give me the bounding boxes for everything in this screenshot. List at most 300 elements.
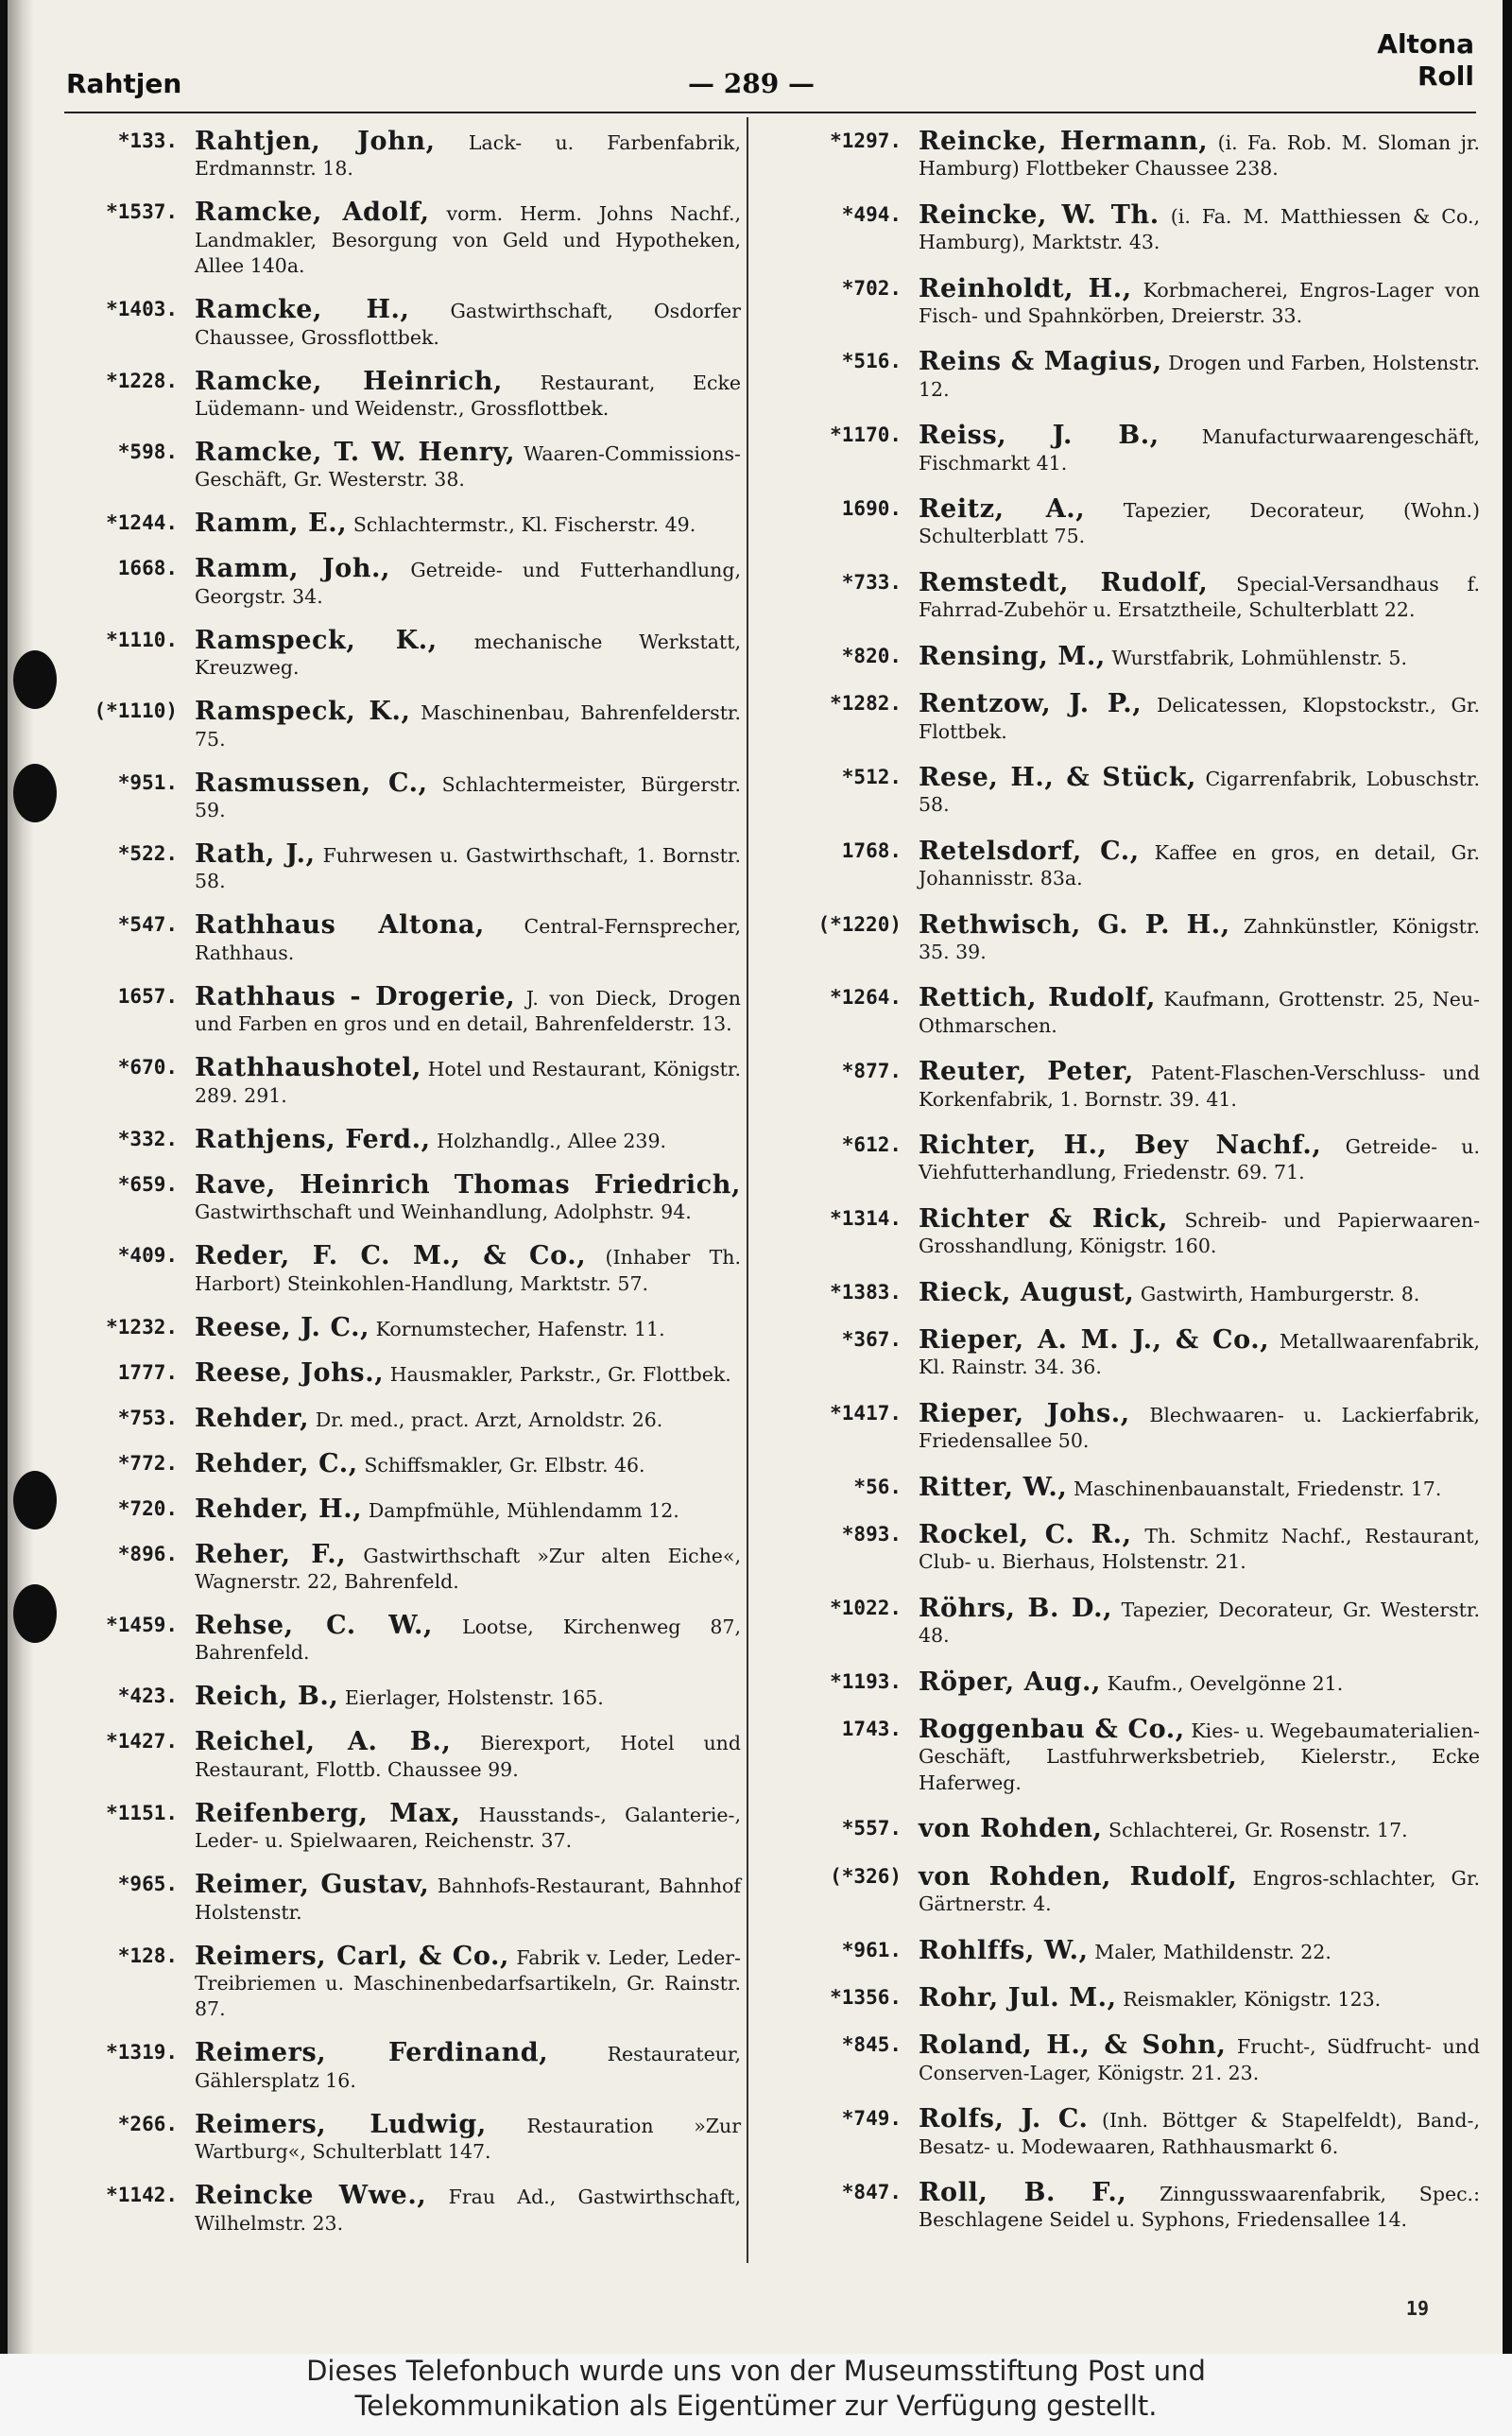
phone-number: *494. (841, 202, 902, 226)
phone-number: *702. (841, 276, 902, 300)
phone-number: *409. (117, 1244, 178, 1268)
entry-text (919, 567, 1480, 624)
phone-number: *1537. (106, 200, 178, 224)
subscriber-description: Schlachterei, Gr. Rosenstr. 17. (1108, 1819, 1408, 1842)
directory-entry (53, 1357, 741, 1388)
phone-number: *753. (117, 1406, 178, 1429)
phone-number: 1657. (117, 984, 178, 1008)
subscriber-name: Reher, F., (195, 1539, 347, 1569)
directory-entry (53, 2109, 741, 2166)
directory-entry (53, 1496, 741, 1524)
directory-entry (53, 699, 741, 752)
directory-entry (53, 1448, 741, 1478)
phone-number: *893. (841, 1523, 902, 1546)
directory-entry (53, 1872, 741, 1926)
directory-entry (53, 1610, 741, 1667)
subscriber-description: Th. Schmitz Nachf., Restaurant, Club- u. Bierhaus, Holstenstr. 21. (919, 1525, 1480, 1574)
entry-text (919, 349, 1480, 403)
entry-text (195, 366, 741, 423)
directory-entry (53, 1539, 741, 1596)
subscriber-name: von Rohden, Rudolf, (919, 1861, 1238, 1892)
phone-number: *1244. (106, 511, 178, 535)
phone-number: *1403. (106, 298, 178, 321)
entry-text (195, 1941, 741, 2023)
subscriber-name: Reuter, Peter, (919, 1057, 1134, 1087)
directory-entry (53, 1684, 741, 1711)
directory-entry (53, 981, 741, 1038)
subscriber-description: vorm. Herm. Johns Nachf., Landmakler, Besorgung von Geld und Hypotheken, Allee 140a. (195, 202, 741, 278)
subscriber-description: (i. Fa. Rob. M. Sloman jr. Hamburg) Flottbeker Chaussee 238. (919, 131, 1480, 181)
directory-entry (777, 2032, 1480, 2086)
phone-number: *1022. (830, 1596, 902, 1619)
phone-number: *133. (117, 130, 178, 152)
subscriber-description: Gastwirth, Hamburgerstr. 8. (1140, 1282, 1420, 1305)
phone-number: *612. (841, 1132, 902, 1156)
phone-number: *965. (117, 1873, 178, 1896)
subscriber-description: Hotel und Restaurant, Königstr. 289. 291. (195, 1058, 741, 1107)
subscriber-description: Kaufmann, Grottenstr. 25, Neu-Othmarschen. (919, 988, 1480, 1037)
entry-text (195, 1055, 741, 1109)
subscriber-description: (Inh. Böttger & Stapelfeldt), Band-, Besatz- u. Modewaaren, Rathhausmarkt 6. (919, 2109, 1480, 2158)
phone-number: *951. (117, 770, 178, 794)
directory-entry (777, 1522, 1480, 1576)
subscriber-name: Rehder, C., (195, 1448, 358, 1478)
directory-entry (53, 1941, 741, 2023)
subscriber-description: Gastwirthschaft, Osdorfer Chaussee, Grossflottbek. (195, 300, 741, 349)
subscriber-name: Ramcke, H., (195, 295, 410, 325)
directory-entry (777, 838, 1480, 892)
entry-text (195, 1539, 741, 1596)
subscriber-name: Röhrs, B. D., (919, 1593, 1113, 1623)
directory-entry (53, 297, 741, 351)
subscriber-description: Frucht-, Südfrucht- und Conserven-Lager, Königstr. 21. 23. (919, 2035, 1480, 2084)
entry-text (919, 1398, 1480, 1455)
entry-text (919, 1717, 1480, 1796)
subscriber-name: Reifenberg, Max, (195, 1798, 461, 1828)
phone-number: *56. (853, 1475, 902, 1498)
directory-entry (53, 912, 741, 966)
directory-entry (53, 510, 741, 538)
subscriber-name: Ritter, W., (919, 1472, 1068, 1502)
subscriber-description: (Inhaber Th. Harbort) Steinkohlen-Handlung, Marktstr. 57. (195, 1246, 742, 1295)
subscriber-description: Schlachtermeister, Bürgerstr. 59. (195, 772, 741, 822)
subscriber-name: Rathhaus - Drogerie, (195, 981, 516, 1011)
phone-number: 1768. (841, 838, 902, 862)
entry-text (919, 1935, 1480, 1965)
phone-number: *772. (117, 1451, 178, 1475)
entry-text (195, 129, 741, 182)
directory-entry (777, 1669, 1480, 1697)
phone-number: *367. (841, 1328, 902, 1351)
subscriber-description: Dampfmühle, Mühlendamm 12. (368, 1498, 679, 1522)
directory-entry (53, 2183, 741, 2237)
subscriber-name: Rahtjen, John, (195, 127, 436, 156)
phone-number: (*1110) (94, 700, 178, 723)
directory-entry (777, 1593, 1480, 1650)
subscriber-name: Roll, B. F., (919, 2177, 1127, 2207)
right-column (777, 129, 1480, 2254)
directory-entry (53, 366, 741, 423)
directory-entry (777, 423, 1480, 476)
subscriber-name: Reincke, Hermann, (919, 127, 1209, 156)
phone-number: *820. (841, 644, 902, 667)
subscriber-description: mechanische Werkstatt, Kreuzweg. (195, 630, 741, 680)
subscriber-description: Dr. med., pract. Arzt, Arnoldstr. 26. (315, 1408, 663, 1431)
entry-text (195, 625, 741, 682)
entry-text (195, 1798, 741, 1855)
phone-number: *1151. (106, 1801, 178, 1824)
directory-entry (777, 2177, 1480, 2234)
subscriber-name: Reimers, Ferdinand, (195, 2038, 549, 2068)
phone-number: *733. (841, 570, 902, 594)
directory-entry (777, 2106, 1480, 2160)
subscriber-name: Reitz, A., (919, 494, 1086, 525)
subscriber-name: Richter & Rick, (919, 1203, 1168, 1234)
subscriber-name: Rehse, C. W., (195, 1610, 434, 1640)
entry-text (919, 1277, 1480, 1307)
subscriber-description: Holzhandlg., Allee 239. (437, 1129, 667, 1152)
binding-hole (13, 650, 57, 709)
subscriber-description: Bierexport, Hotel und Restaurant, Flottb. Chaussee 99. (195, 1732, 741, 1781)
subscriber-description: Engros-schlachter, Gr. Gärtnerstr. 4. (919, 1866, 1481, 1916)
entry-text (195, 981, 741, 1038)
subscriber-description: Maschinenbauanstalt, Friedenstr. 17. (1073, 1477, 1442, 1500)
directory-entry (777, 1861, 1481, 1918)
footer-line-1: Dieses Telefonbuch wurde uns von der Museumsstiftung Post und (306, 2355, 1206, 2387)
subscriber-name: Reincke Wwe., (195, 2181, 427, 2211)
subscriber-description: Tapezier, Decorateur, Gr. Westerstr. 48. (919, 1598, 1480, 1648)
phone-number: *1142. (106, 2184, 178, 2207)
subscriber-name: Reichel, A. B., (195, 1727, 452, 1757)
entry-text (195, 1872, 741, 1926)
entry-text (919, 199, 1480, 256)
subscriber-name: Ramcke, Heinrich, (195, 366, 504, 396)
phone-number: *845. (841, 2033, 902, 2057)
subscriber-name: Rehder, H., (195, 1494, 363, 1524)
directory-entry (53, 1243, 741, 1297)
binding-hole (13, 764, 57, 822)
entry-text (195, 2183, 741, 2237)
phone-number: *1427. (106, 1730, 178, 1754)
entry-text (919, 273, 1480, 330)
subscriber-description: Schreib- und Papierwaaren-Grosshandlung, Königstr. 160. (919, 1208, 1480, 1258)
subscriber-description: Delicatessen, Klopstockstr., Gr. Flottbek. (919, 694, 1480, 743)
phone-number: *128. (117, 1944, 178, 1967)
phone-number: *1110. (106, 628, 178, 651)
directory-entry (53, 440, 741, 493)
phone-number: *1319. (106, 2041, 178, 2065)
subscriber-description: Lootse, Kirchenweg 87, Bahrenfeld. (195, 1615, 741, 1665)
directory-entry (53, 770, 741, 824)
entry-text (195, 912, 741, 966)
subscriber-name: Rethwisch, G. P. H., (919, 909, 1230, 940)
binding-hole (13, 1584, 57, 1643)
subscriber-name: Reincke, W. Th. (919, 199, 1160, 230)
subscriber-description: Hausstands-, Galanterie-, Leder- u. Spielwaaren, Reichenstr. 37. (195, 1803, 741, 1853)
phone-number: *1383. (830, 1280, 902, 1304)
footer-notice (0, 2354, 1512, 2436)
directory-entry (777, 1472, 1480, 1502)
phone-number: *522. (117, 842, 178, 866)
subscriber-description: J. von Dieck, Drogen und Farben en gros und en detail, Bahrenfelderstr. 13. (195, 986, 741, 1036)
directory-entry (777, 1935, 1480, 1965)
directory-entry (53, 129, 741, 182)
subscriber-name: Rieper, Johs., (919, 1398, 1130, 1428)
header-page-number: — 289 — (688, 68, 815, 99)
entry-text (919, 641, 1480, 671)
directory-entry (53, 1403, 741, 1433)
entry-text (195, 1357, 741, 1388)
phone-number: *1264. (830, 986, 902, 1010)
subscriber-description: Kornumstecher, Hafenstr. 11. (375, 1317, 665, 1340)
directory-entry (777, 273, 1480, 330)
phone-number: *1170. (830, 423, 902, 447)
directory-entry (777, 985, 1480, 1039)
page-footer-number: 19 (1405, 2297, 1429, 2320)
directory-entry (53, 1169, 741, 1226)
directory-entry (53, 1798, 741, 1855)
entry-text (919, 1132, 1480, 1186)
phone-number: *1232. (106, 1315, 178, 1339)
subscriber-name: Reimer, Gustav, (195, 1870, 430, 1900)
directory-entry (777, 1327, 1480, 1381)
subscriber-description: Restaurateur, Gählersplatz 16. (195, 2043, 741, 2092)
entry-text (919, 1203, 1480, 1260)
subscriber-name: Roland, H., & Sohn, (919, 2030, 1227, 2061)
directory-entry (777, 909, 1480, 966)
subscriber-description: Reismakler, Königstr. 123. (1123, 1987, 1382, 2011)
phone-number: (*326) (830, 1864, 902, 1888)
phone-number: *512. (841, 765, 902, 788)
subscriber-name: Rentzow, J. P., (919, 689, 1143, 719)
subscriber-description: Wurstfabrik, Lohmühlenstr. 5. (1111, 646, 1407, 669)
entry-text (195, 199, 741, 279)
entry-text (195, 1729, 741, 1783)
subscriber-description: Schiffsmakler, Gr. Elbstr. 46. (364, 1453, 645, 1477)
subscriber-description: Fuhrwesen u. Gastwirthschaft, 1. Bornstr. 58. (195, 844, 741, 893)
subscriber-description: Bahnhofs-Restaurant, Bahnhof Holstenstr. (195, 1875, 741, 1924)
subscriber-description: Cigarrenfabrik, Lobuschstr. 58. (919, 767, 1480, 817)
subscriber-description: Drogen und Farben, Holstenstr. 12. (919, 352, 1480, 401)
directory-entry (777, 567, 1480, 624)
entry-text (195, 770, 741, 824)
subscriber-name: Remstedt, Rudolf, (919, 567, 1209, 597)
subscriber-description: Gastwirthschaft und Weinhandlung, Adolphstr. 94. (195, 1201, 692, 1224)
subscriber-name: Rathhaus Altona, (195, 910, 485, 941)
subscriber-description: Special-Versandhaus f. Fahrrad-Zubehör u. Ersatztheile, Schulterblatt 22. (919, 572, 1480, 622)
phone-number: *1282. (830, 692, 902, 716)
subscriber-description: Zinngusswaarenfabrik, Spec.: Beschlagene Seidel u. Syphons, Friedensallee 14. (919, 2182, 1480, 2232)
phone-number: *847. (841, 2180, 902, 2203)
subscriber-name: Rathhaushotel, (195, 1053, 421, 1083)
phone-number: *557. (841, 1817, 902, 1840)
subscriber-description: Hausmakler, Parkstr., Gr. Flottbek. (389, 1362, 731, 1386)
subscriber-description: Fabrik v. Leder, Leder-Treibriemen u. Maschinenbedarfsartikeln, Gr. Rainstr. 87. (195, 1945, 741, 2021)
header-right-keyword: Roll (1418, 60, 1474, 93)
phone-number: *598. (117, 441, 178, 464)
subscriber-name: Reins & Magius, (919, 347, 1162, 377)
phone-number: *1193. (830, 1669, 902, 1693)
subscriber-name: Richter, H., Bey Nachf., (919, 1130, 1322, 1160)
entry-text (195, 841, 741, 895)
entry-text (919, 1327, 1480, 1381)
phone-number: (*1220) (817, 912, 902, 936)
phone-number: *670. (117, 1056, 178, 1080)
subscriber-name: Rathjens, Ferd., (195, 1124, 431, 1154)
directory-entry (53, 2040, 741, 2094)
subscriber-name: Reich, B., (195, 1682, 339, 1712)
subscriber-description: Frau Ad., Gastwirthschaft, Wilhelmstr. 23. (195, 2185, 741, 2235)
entry-text (195, 2109, 741, 2166)
subscriber-description: Tapezier, Decorateur, (Wohn.) Schulterblatt 75. (919, 499, 1480, 548)
directory-page (8, 0, 1503, 2354)
phone-number: *547. (117, 913, 178, 937)
entry-text (919, 909, 1480, 966)
phone-number: *1356. (830, 1985, 902, 2009)
phone-number: *877. (841, 1060, 902, 1083)
directory-entry (777, 1398, 1480, 1455)
directory-entry (777, 641, 1480, 671)
subscriber-description: (i. Fa. M. Matthiessen & Co., Hamburg), Marktstr. 43. (919, 204, 1480, 254)
subscriber-name: Reimers, Carl, & Co., (195, 1941, 509, 1971)
subscriber-name: Ramm, Joh., (195, 554, 391, 584)
entry-text (919, 1522, 1480, 1576)
entry-text (195, 440, 741, 493)
phone-number: *1417. (830, 1401, 902, 1425)
subscriber-description: Korbmacherei, Engros-Lager von Fisch- und Spahnkörben, Dreierstr. 33. (919, 278, 1480, 328)
footer-line-2: Telekommunikation als Eigentümer zur Verfügung gestellt. (354, 2390, 1158, 2422)
subscriber-name: Ramspeck, K., (195, 625, 438, 655)
subscriber-description: Kies- u. Wegebaumaterialien-Geschäft, Lastfuhrwerksbetrieb, Kielerstr., Ecke Haferweg. (919, 1719, 1480, 1794)
subscriber-description: Metallwaarenfabrik, Kl. Rainstr. 34. 36. (919, 1330, 1480, 1379)
directory-entry (777, 1059, 1480, 1113)
subscriber-name: Ramm, E., (195, 509, 348, 539)
phone-number: *961. (841, 1938, 902, 1961)
subscriber-name: Ramcke, Adolf, (195, 198, 430, 228)
directory-entry (777, 349, 1480, 403)
subscriber-name: Roggenbau & Co., (919, 1715, 1185, 1745)
subscriber-name: Reder, F. C. M., & Co., (195, 1241, 587, 1271)
directory-entry (777, 1132, 1480, 1186)
subscriber-description: Maler, Mathildenstr. 22. (1094, 1940, 1332, 1963)
subscriber-name: Rieck, August, (919, 1277, 1135, 1307)
subscriber-description: Restauration »Zur Wartburg«, Schulterblatt 147. (195, 2114, 741, 2164)
phone-number: *896. (117, 1542, 178, 1565)
subscriber-description: Lack- u. Farbenfabrik, Erdmannstr. 18. (195, 131, 741, 181)
left-column (53, 129, 741, 2255)
entry-text (195, 1610, 741, 1667)
entry-text (195, 1243, 741, 1297)
directory-entry (53, 199, 741, 279)
phone-number: *1459. (106, 1613, 178, 1636)
directory-entry (777, 1717, 1480, 1796)
subscriber-description: Waaren-Commissions-Geschäft, Gr. Westerstr. 38. (195, 442, 741, 492)
directory-entry (777, 1203, 1480, 1260)
directory-entry (53, 1729, 741, 1783)
subscriber-name: Rese, H., & Stück, (919, 762, 1197, 792)
subscriber-name: Retelsdorf, C., (919, 836, 1140, 866)
entry-text (195, 1312, 741, 1342)
header-right-city: Altona (1377, 28, 1474, 60)
phone-number: *266. (117, 2112, 178, 2135)
entry-text (195, 2040, 741, 2094)
directory-entry (777, 1982, 1480, 2013)
subscriber-description: Manufacturwaarengeschäft, Fischmarkt 41. (919, 425, 1480, 475)
entry-text (195, 510, 741, 538)
subscriber-name: Röper, Aug., (919, 1667, 1102, 1697)
entry-text (919, 2106, 1480, 2160)
entry-text (195, 556, 741, 610)
subscriber-description: Getreide- und Futterhandlung, Georgstr. 34. (195, 559, 741, 608)
directory-entry (53, 556, 741, 610)
subscriber-name: Rave, Heinrich Thomas Friedrich, (195, 1169, 741, 1200)
subscriber-name: Reese, J. C., (195, 1312, 370, 1342)
subscriber-description: Patent-Flaschen-Verschluss- und Korkenfabrik, 1. Bornstr. 39. 41. (919, 1062, 1480, 1111)
subscriber-description: Blechwaaren- u. Lackierfabrik, Friedensallee 50. (919, 1403, 1480, 1453)
entry-text (919, 496, 1480, 550)
entry-text (919, 129, 1480, 182)
subscriber-name: Ramcke, T. W. Henry, (195, 438, 516, 468)
subscriber-description: Schlachtermstr., Kl. Fischerstr. 49. (352, 513, 696, 537)
subscriber-name: Reinholdt, H., (919, 273, 1132, 303)
entry-text (195, 1403, 741, 1433)
entry-text (195, 297, 741, 351)
directory-entry (777, 691, 1480, 745)
subscriber-name: Reese, Johs., (195, 1357, 385, 1388)
entry-text (919, 691, 1480, 745)
entry-text (919, 1059, 1480, 1113)
subscriber-name: Rath, J., (195, 839, 316, 870)
entry-text (195, 699, 741, 752)
subscriber-name: Reimers, Ludwig, (195, 2109, 487, 2139)
phone-number: *1314. (830, 1206, 902, 1230)
phone-number: *332. (117, 1127, 178, 1150)
subscriber-name: Rehder, (195, 1403, 310, 1433)
subscriber-name: Rohr, Jul. M., (919, 1982, 1117, 2013)
subscriber-description: Getreide- u. Viehfutterhandlung, Friedenstr. 69. 71. (919, 1134, 1480, 1184)
entry-text (919, 762, 1480, 819)
directory-entry (53, 1124, 741, 1154)
entry-text (919, 838, 1480, 892)
subscriber-name: Rockel, C. R., (919, 1520, 1132, 1550)
phone-number: 1690. (841, 497, 902, 521)
phone-number: *720. (117, 1496, 178, 1520)
header-rule (64, 112, 1476, 113)
subscriber-name: Rohlffs, W., (919, 1935, 1089, 1965)
phone-number: *1297. (830, 130, 902, 152)
subscriber-description: Gastwirthschaft »Zur alten Eiche«, Wagnerstr. 22, Bahrenfeld. (195, 1544, 741, 1593)
binding-hole (13, 1471, 57, 1529)
phone-number: *659. (117, 1172, 178, 1196)
entry-text (919, 1472, 1480, 1502)
directory-entry (777, 1277, 1480, 1307)
subscriber-description: Kaufm., Oevelgönne 21. (1107, 1671, 1344, 1695)
subscriber-name: Rettich, Rudolf, (919, 983, 1156, 1013)
entry-text (919, 1982, 1480, 2013)
phone-number: *1228. (106, 369, 178, 392)
directory-entry (53, 625, 741, 682)
entry-text (919, 1816, 1480, 1843)
header-right (1377, 28, 1474, 93)
entry-text (919, 423, 1480, 476)
column-divider (747, 117, 748, 2263)
header-left-keyword: Rahtjen (66, 68, 182, 99)
subscriber-description: Central-Fernsprecher, Rathhaus. (195, 915, 741, 964)
directory-entry (777, 762, 1480, 819)
directory-entry (53, 1055, 741, 1109)
subscriber-description: Restaurant, Ecke Lüdemann- und Weidenstr., Grossflottbek. (195, 371, 741, 421)
subscriber-name: Reiss, J. B., (919, 421, 1160, 451)
